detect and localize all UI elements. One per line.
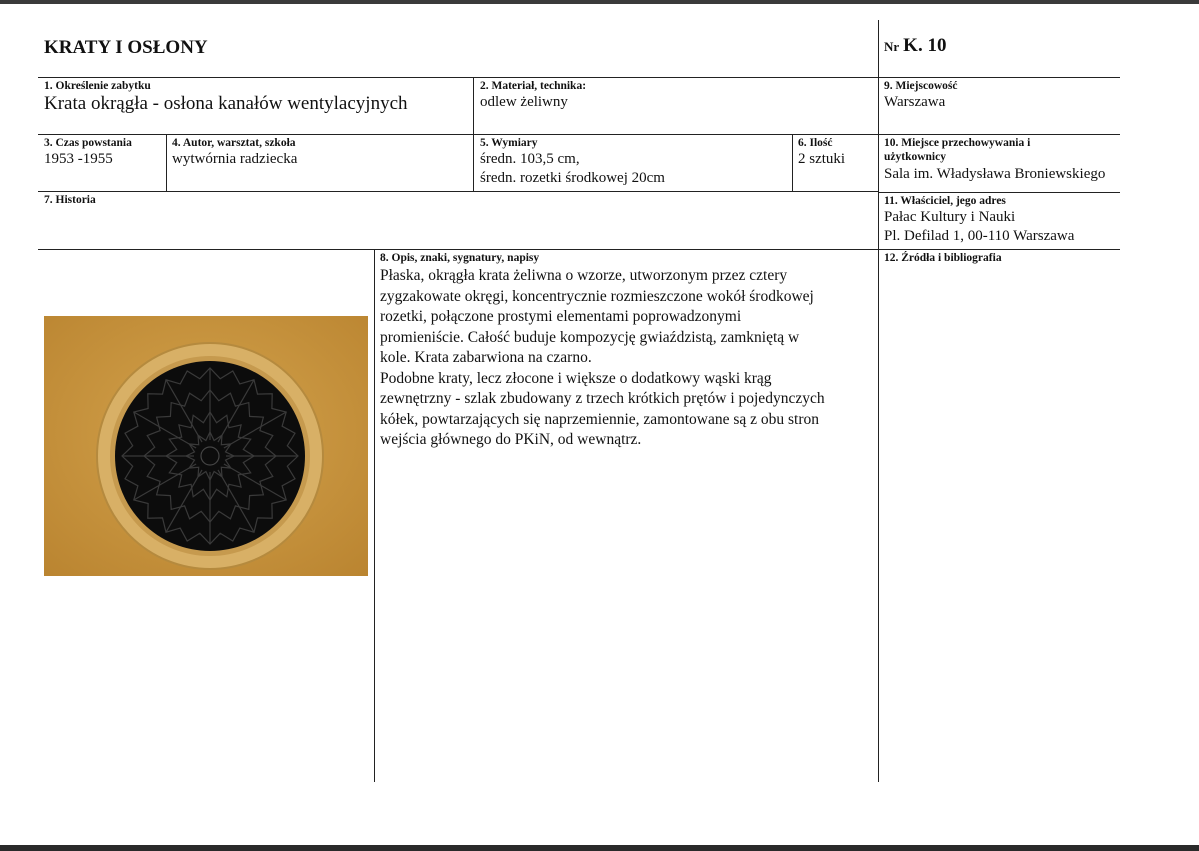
field-3-label: 3. Czas powstania <box>44 137 132 149</box>
description-line: zygzakowate okręgi, koncentrycznie rozmieszczone wokół środkowej <box>380 287 814 305</box>
rule-row-4 <box>38 249 1120 250</box>
rule-row-1 <box>38 77 1120 78</box>
description-line: Płaska, okrągła krata żeliwna o wzorze, utworzonym przez cztery <box>380 267 788 284</box>
field-11-value-line2: Pl. Defilad 1, 00-110 Warszawa <box>884 228 1075 244</box>
rule-row-3-left <box>38 191 878 192</box>
field-1-value: Krata okrągła - osłona kanałów wentylacyjnych <box>44 93 408 114</box>
description-line: Podobne kraty, lecz złocone i większe o dodatkowy wąski krąg <box>380 369 772 387</box>
field-6-label: 6. Ilość <box>798 137 833 149</box>
description-line: kole. Krata zabarwiona na czarno. <box>380 349 592 366</box>
field-3-value: 1953 -1955 <box>44 151 113 167</box>
field-2-label: 2. Materiał, technika: <box>480 80 587 92</box>
card-number <box>884 35 946 57</box>
field-10-label-line2: użytkownicy <box>884 151 946 163</box>
field-9-value: Warszawa <box>884 94 946 110</box>
rule-row-3-right <box>878 192 1120 193</box>
field-8-description <box>380 266 875 451</box>
description-line: promieniście. Całość buduje kompozycję gwiaździstą, zamkniętą w <box>380 328 800 346</box>
field-8-label: 8. Opis, znaki, sygnatury, napisy <box>380 252 540 264</box>
field-1-label: 1. Określenie zabytku <box>44 80 151 92</box>
field-6-value: 2 sztuki <box>798 151 846 167</box>
field-5-value-line1: średn. 103,5 cm, <box>480 151 580 167</box>
field-10-value: Sala im. Władysława Broniewskiego <box>884 166 1106 182</box>
field-10-label-line1: 10. Miejsce przechowywania i <box>884 137 1031 149</box>
scan-edge-top <box>0 0 1199 4</box>
divider-col-4 <box>166 134 167 191</box>
field-11-value-line1: Pałac Kultury i Nauki <box>884 209 1016 225</box>
description-line: kółek, powtarzających się naprzemiennie, zamontowane są z obu stron <box>380 410 819 428</box>
rule-row-2 <box>38 134 1120 135</box>
scan-edge-bottom <box>0 845 1199 851</box>
divider-col-8 <box>374 249 375 782</box>
field-5-label: 5. Wymiary <box>480 137 538 149</box>
field-12-label: 12. Źródła i bibliografia <box>884 252 1002 264</box>
field-2-value: odlew żeliwny <box>480 94 568 110</box>
field-9-label: 9. Miejscowość <box>884 80 958 92</box>
field-5-value-line2: średn. rozetki środkowej 20cm <box>480 170 665 186</box>
field-4-label: 4. Autor, warsztat, szkoła <box>172 137 296 149</box>
divider-col-6 <box>792 134 793 191</box>
nr-value: K. 10 <box>903 35 947 56</box>
description-line: rozetki, połączone prostymi elementami poprowadzonymi <box>380 308 742 325</box>
divider-col-2 <box>473 77 474 191</box>
card-title: KRATY I OSŁONY <box>44 37 208 58</box>
description-line: zewnętrzny - szlak zbudowany z trzech krótkich prętów i pojedynczych <box>380 390 825 407</box>
field-11-label: 11. Właściciel, jego adres <box>884 195 1006 207</box>
field-7-label: 7. Historia <box>44 194 96 206</box>
description-line: wejścia głównego do PKiN, od wewnątrz. <box>380 431 642 448</box>
ventilation-grate-photo <box>44 316 368 576</box>
field-4-value: wytwórnia radziecka <box>172 151 298 167</box>
nr-label: Nr <box>884 39 900 54</box>
